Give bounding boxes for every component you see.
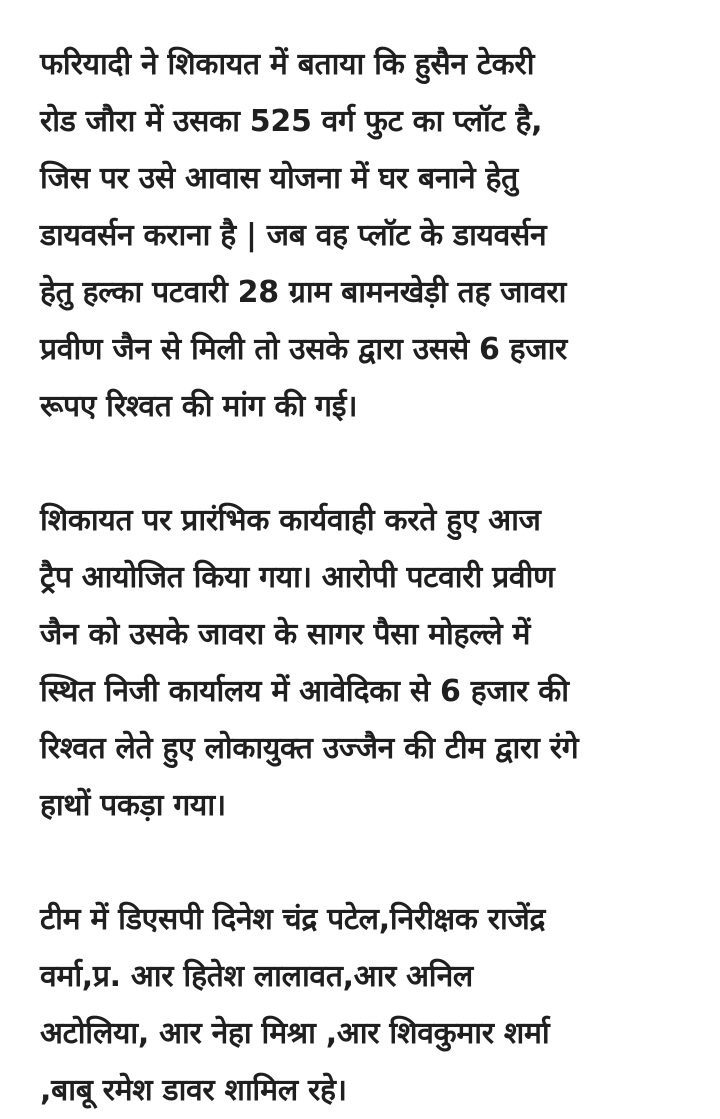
text-line: स्थित निजी कार्यालय में आवेदिका से 6 हजार की bbox=[40, 674, 569, 709]
text-line: शिकायत पर प्रारंभिक कार्यवाही करते हुए आज bbox=[40, 503, 541, 538]
text-line: रूपए रिश्वत की मांग की गई। bbox=[40, 389, 358, 424]
text-line: अटोलिया, आर नेहा मिश्रा ,आर शिवकुमार शर्मा bbox=[40, 1016, 550, 1051]
text-line: वर्मा,प्र. आर हितेश लालावत,आर अनिल bbox=[40, 959, 473, 994]
text-line: टीम में डिएसपी दिनेश चंद्र पटेल,निरीक्षक राजेंद्र bbox=[40, 902, 546, 937]
text-line: डायवर्सन कराना है | जब वह प्लॉट के डायवर्सन bbox=[40, 218, 547, 253]
text-line: हेतु हल्का पटवारी 28 ग्राम बामनखेड़ी तह जावरा bbox=[40, 275, 567, 310]
text-line: जिस पर उसे आवास योजना में घर बनाने हेतु bbox=[40, 161, 518, 196]
text-line: ,बाबू रमेश डावर शामिल रहे। bbox=[40, 1073, 347, 1108]
article-body bbox=[40, 36, 690, 1119]
text-line: रोड जौरा में उसका 525 वर्ग फुट का प्लॉट है, bbox=[40, 104, 543, 139]
text-line: प्रवीण जैन से मिली तो उसके द्वारा उससे 6 हजार bbox=[40, 332, 568, 367]
paragraph-complaint bbox=[40, 36, 690, 435]
text-line: हाथों पकड़ा गया। bbox=[40, 788, 226, 823]
paragraph-trap bbox=[40, 492, 690, 834]
text-line: फरियादी ने शिकायत में बताया कि हुसैन टेकरी bbox=[40, 47, 535, 82]
text-line: रिश्वत लेते हुए लोकायुक्त उज्जैन की टीम द्वारा रंगे bbox=[40, 731, 579, 766]
text-line: जैन को उसके जावरा के सागर पैसा मोहल्ले में bbox=[40, 617, 531, 652]
text-line: ट्रैप आयोजित किया गया। आरोपी पटवारी प्रवीण bbox=[40, 560, 555, 595]
paragraph-team bbox=[40, 891, 690, 1119]
